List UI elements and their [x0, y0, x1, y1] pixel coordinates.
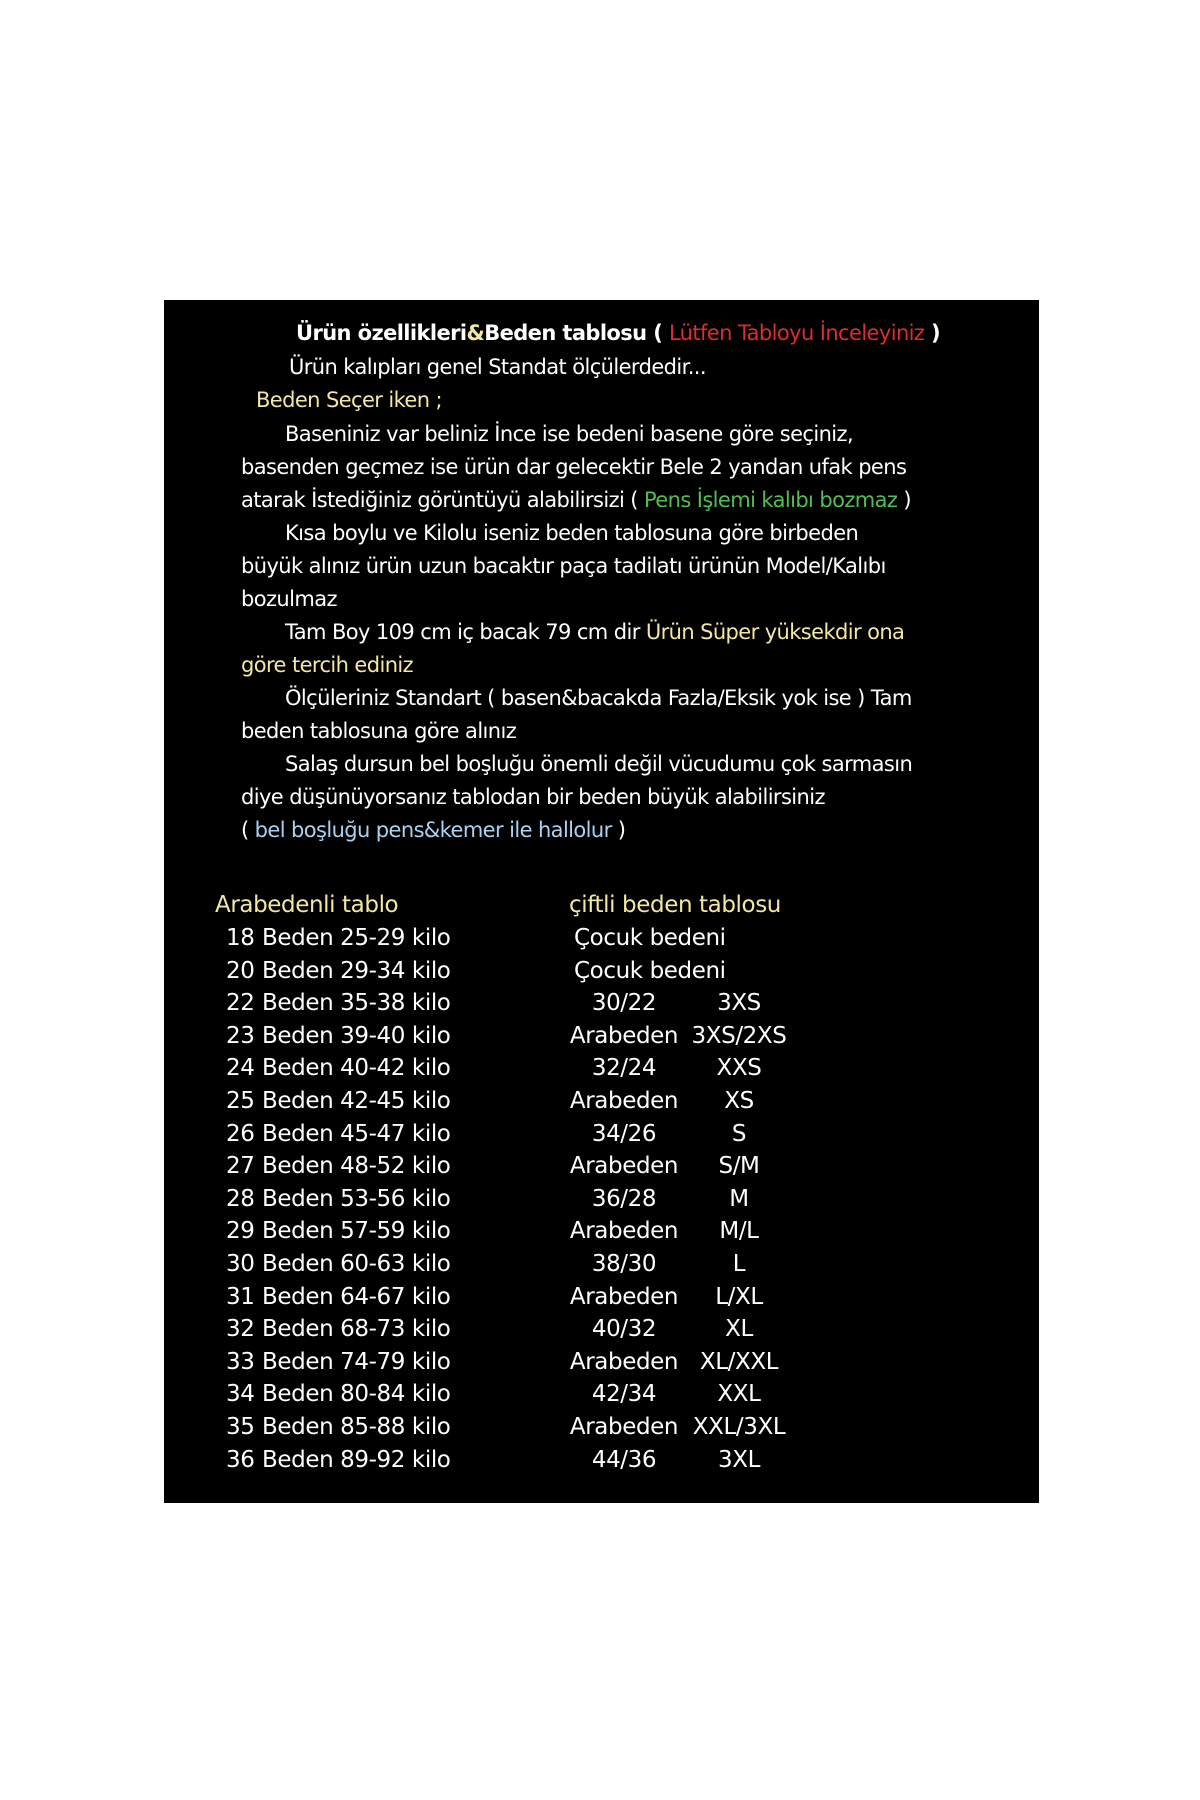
row-right_a-cell: Arabeden [569, 1153, 679, 1180]
paragraph-line: bozulmaz [241, 587, 337, 611]
row-left-cell: Beden 39-40 kilo [262, 1022, 451, 1049]
row-right_b-cell: L [732, 1251, 746, 1277]
paragraph-line: göre tercih ediniz [241, 653, 414, 677]
row-right_b-cell: XXL [717, 1381, 761, 1408]
row-num-cell: 18 [226, 925, 255, 951]
row-num-cell: 28 [226, 1185, 255, 1212]
row-right_b-cell: XL [725, 1316, 753, 1343]
row-num-cell: 22 [226, 990, 255, 1017]
row-right_b-cell: XS [724, 1088, 754, 1114]
row-left-cell: Beden 80-84 kilo [262, 1381, 451, 1408]
row-right_b-cell: M/L [719, 1218, 759, 1245]
row-left-cell: Beden 42-45 kilo [262, 1088, 451, 1114]
row-left-cell: Beden 35-38 kilo [262, 990, 451, 1017]
row-num-cell: 25 [226, 1088, 255, 1114]
row-num-cell: 36 [226, 1446, 255, 1473]
title-text: Ürün özellikleri [296, 321, 467, 345]
row-right_a-cell: Arabeden [569, 1022, 679, 1049]
row-right_a-cell: 44/36 [591, 1446, 657, 1473]
row-num-cell: 34 [226, 1381, 255, 1408]
row-right_a-cell: 30/22 [591, 990, 657, 1017]
row-right_b-cell: XXL/3XL [692, 1414, 786, 1440]
row-right_a-cell: Arabeden [569, 1283, 679, 1310]
row-right_b-cell: 3XS/2XS [691, 1022, 787, 1049]
row-num-cell: 23 [226, 1022, 255, 1049]
row-left-cell: Beden 53-56 kilo [262, 1185, 451, 1212]
row-num-cell: 35 [226, 1414, 255, 1440]
row-left-cell: Beden 45-47 kilo [262, 1120, 451, 1147]
size-chart-panel [164, 300, 1039, 1503]
title-paren-close: ) [924, 321, 941, 345]
paragraph-line: Baseniniz var beliniz İnce ise bedeni basene göre seçiniz, [285, 422, 854, 446]
row-right_a-cell: Arabeden [569, 1348, 679, 1375]
paragraph-line: beden tablosuna göre alınız [241, 719, 517, 743]
paragraph-line [241, 814, 625, 847]
row-right_a-cell: 42/34 [591, 1381, 657, 1408]
row-left-cell: Beden 25-29 kilo [262, 925, 451, 951]
row-num-cell: 26 [226, 1120, 255, 1147]
row-right_b-cell: XXS [716, 1055, 762, 1082]
row-right_a-cell: Arabeden [569, 1218, 679, 1245]
row-num-cell: 29 [226, 1218, 255, 1245]
row-right_b-cell: S/M [718, 1153, 760, 1180]
row-left-cell: Beden 57-59 kilo [262, 1218, 451, 1245]
highlight-green: Pens İşlemi kalıbı bozmaz [643, 488, 898, 512]
row-num-cell: 33 [226, 1348, 255, 1375]
paragraph-line: basenden geçmez ise ürün dar gelecektir Bele 2 yandan ufak pens [241, 455, 907, 479]
row-left-cell: Beden 74-79 kilo [262, 1348, 451, 1375]
paragraph-line: diye düşünüyorsanız tablodan bir beden büyük alabilirsiniz [241, 785, 825, 809]
paragraph-text: ) [897, 488, 911, 512]
row-right_a-cell: 38/30 [591, 1251, 657, 1277]
select-heading: Beden Seçer iken ; [256, 388, 443, 412]
right-table-header: çiftli beden tablosu [569, 892, 781, 918]
row-num-cell: 20 [226, 957, 255, 984]
paragraph-text: atarak İstediğiniz görüntüyü alabilirsizi ( [241, 488, 644, 512]
page-title [296, 317, 940, 350]
row-right_a-cell: Arabeden [569, 1088, 679, 1114]
row-num-cell: 24 [226, 1055, 255, 1082]
row-right_b-cell: M [729, 1185, 749, 1212]
row-left-cell: Beden 48-52 kilo [262, 1153, 451, 1180]
row-left-cell: Beden 29-34 kilo [262, 957, 451, 984]
title-paren: ( [646, 321, 669, 345]
row-num-cell: 31 [226, 1283, 255, 1310]
row-left-cell: Beden 68-73 kilo [262, 1316, 451, 1343]
row-right_b-cell: 3XL [717, 1446, 760, 1473]
highlight-yellow: Ürün Süper yüksekdir ona [645, 620, 905, 644]
row-right_b-cell: L/XL [715, 1283, 763, 1310]
paragraph-line [285, 616, 904, 649]
row-left-cell: Beden 60-63 kilo [262, 1251, 451, 1277]
paragraph-line: Kısa boylu ve Kilolu iseniz beden tablosuna göre birbeden [285, 521, 859, 545]
row-left-cell: Beden 85-88 kilo [262, 1414, 451, 1440]
paragraph-line: büyük alınız ürün uzun bacaktır paça tadilatı ürünün Model/Kalıbı [241, 554, 886, 578]
title-notice: Lütfen Tabloyu İnceleyiniz [668, 321, 925, 345]
row-right_a-cell: 34/26 [591, 1120, 657, 1147]
highlight-blue: bel boşluğu pens&kemer ile hallolur [254, 818, 612, 842]
row-right_a-cell: 32/24 [591, 1055, 657, 1082]
row-right_a-cell: Çocuk bedeni [574, 957, 726, 984]
paragraph-line: Salaş dursun bel boşluğu önemli değil vücudumu çok sarmasın [285, 752, 913, 776]
paragraph-text: ( [241, 818, 255, 842]
row-num-cell: 27 [226, 1153, 255, 1180]
paragraph-text: ) [611, 818, 626, 842]
paragraph-text: Tam Boy 109 cm iç bacak 79 cm dir [285, 620, 646, 644]
row-num-cell: 32 [226, 1316, 255, 1343]
row-right_a-cell: Çocuk bedeni [574, 925, 726, 951]
row-right_b-cell: 3XS [717, 990, 761, 1017]
row-right_b-cell: S [731, 1120, 747, 1147]
title-ampersand: & [466, 321, 485, 345]
row-left-cell: Beden 89-92 kilo [262, 1446, 451, 1473]
paragraph-line: Ölçüleriniz Standart ( basen&bacakda Fazla/Eksik yok ise ) Tam [285, 686, 912, 710]
paragraph-line [241, 484, 911, 517]
subtitle: Ürün kalıpları genel Standat ölçülerdedir... [289, 355, 706, 379]
row-right_a-cell: 36/28 [591, 1185, 657, 1212]
row-right_a-cell: Arabeden [569, 1414, 679, 1440]
row-num-cell: 30 [226, 1251, 255, 1277]
row-left-cell: Beden 40-42 kilo [262, 1055, 451, 1082]
row-right_b-cell: XL/XXL [699, 1348, 779, 1375]
row-right_a-cell: 40/32 [591, 1316, 657, 1343]
left-table-header: Arabedenli tablo [215, 892, 399, 918]
row-left-cell: Beden 64-67 kilo [262, 1283, 451, 1310]
title-text-2: Beden tablosu [484, 321, 647, 345]
